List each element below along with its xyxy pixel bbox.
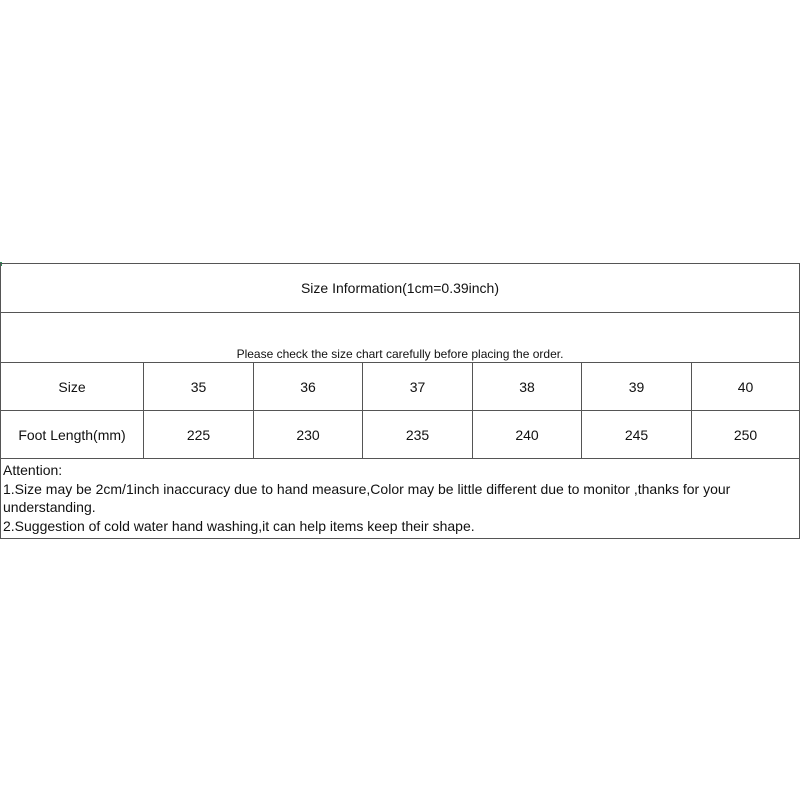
- size-chart-note-row: [1, 312, 799, 362]
- size-chart: [0, 263, 800, 539]
- table-cell: 235: [362, 411, 472, 458]
- table-cell: 225: [143, 411, 253, 458]
- table-row-foot-length: [1, 410, 799, 458]
- attention-heading: Attention:: [3, 462, 63, 478]
- table-cell: 250: [691, 411, 799, 458]
- table-cell: 36: [253, 363, 362, 410]
- attention-section: [1, 458, 799, 539]
- attention-line-1: 1.Size may be 2cm/1inch inaccuracy due to hand measure,Color may be little different due to monitor ,thanks for your understanding.: [3, 480, 731, 515]
- size-chart-note: Please check the size chart carefully before placing the order.: [236, 347, 564, 361]
- table-cell: 230: [253, 411, 362, 458]
- table-cell: 35: [143, 363, 253, 410]
- row-label-size: Size: [58, 378, 86, 395]
- table-cell: 245: [581, 411, 691, 458]
- table-cell: 37: [362, 363, 472, 410]
- table-cell: 39: [581, 363, 691, 410]
- size-chart-title-row: [1, 263, 799, 312]
- table-cell: 38: [472, 363, 581, 410]
- table-row-size: [1, 362, 799, 410]
- size-chart-title: Size Information(1cm=0.39inch): [300, 280, 500, 296]
- attention-line-2: 2.Suggestion of cold water hand washing,it can help items keep their shape.: [3, 517, 475, 534]
- table-cell: 240: [472, 411, 581, 458]
- row-label-foot-length: Foot Length(mm): [18, 426, 126, 443]
- table-cell: 40: [691, 363, 799, 410]
